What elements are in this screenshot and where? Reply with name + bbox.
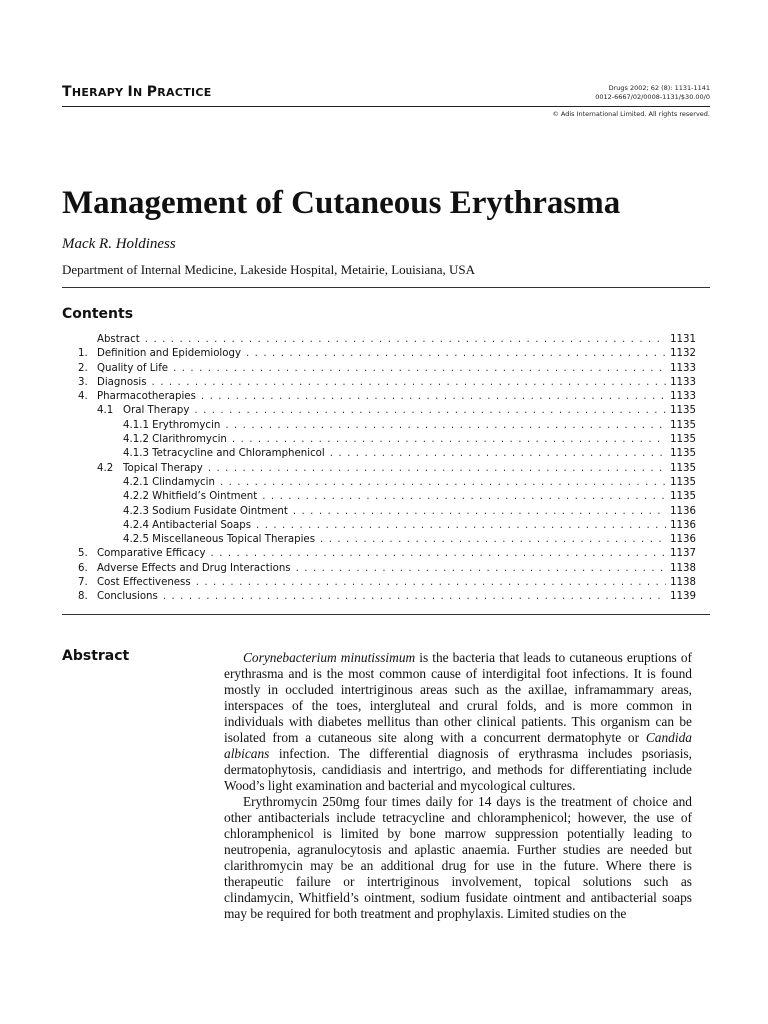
- toc-dot-leader: [256, 519, 666, 533]
- toc-dot-leader: [163, 590, 666, 604]
- toc-dot-leader: [211, 547, 666, 561]
- abstract-text-segment: is the bacteria that leads to cutaneous eruptions of erythrasma and is the most common cause of interdigital foot infections. It is found mostly in occluded intertriginous areas such as the axillae, inframammary areas, interspaces of the toes, intergluteal and crural folds, and is more common in individuals with diabetes mellitus than other clinical patients. This organism can be isolated from a cutaneous site along with a concurrent dermatophyte or: [224, 650, 692, 745]
- toc-entry-page: 1135: [670, 405, 696, 417]
- toc-entry-label: Diagnosis: [97, 376, 147, 388]
- organism-name-italic: Candida albicans: [224, 730, 692, 761]
- contents-heading: Contents: [62, 306, 134, 322]
- toc-entry-page: 1139: [670, 591, 696, 603]
- toc-entry-label: 4.2.5 Miscellaneous Topical Therapies: [123, 534, 316, 546]
- toc-entry-label: 4.2.2 Whitfield’s Ointment: [123, 491, 258, 503]
- toc-entry-number: 4.2: [97, 462, 114, 474]
- toc-entry-page: 1136: [670, 505, 696, 517]
- author-name: Mack R. Holdiness: [62, 236, 176, 252]
- toc-dot-leader: [194, 404, 666, 418]
- toc-entry-label: Definition and Epidemiology: [97, 348, 241, 360]
- section-label-initial-3: P: [146, 84, 158, 100]
- toc-entry-label: 4.2.4 Antibacterial Soaps: [123, 519, 252, 531]
- toc-entry-page: 1135: [670, 448, 696, 460]
- toc-dot-leader: [152, 376, 666, 390]
- toc-entry-number: 6.: [78, 562, 88, 574]
- toc-entry[interactable]: [78, 519, 696, 533]
- toc-entry[interactable]: [78, 347, 696, 361]
- section-label-rest-1: HERAPY: [71, 86, 128, 99]
- toc-dot-leader: [262, 490, 666, 504]
- article-title: Management of Cutaneous Erythrasma: [62, 185, 621, 221]
- toc-entry[interactable]: [78, 576, 696, 590]
- abstract-paragraph-2: Erythromycin 250mg four times daily for 14 days is the treatment of choice and other antibacterials include tetracycline and chloramphenicol; however, the use of chloramphenicol is limited by bone marrow suppression potentially leading to neutropenia, agranulocytosis and aplastic anaemia. Further studies are needed but clarithromycin may be an additional drug for use in the future. Where there is therapeutic failure or intertriginous involvement, topical solutions such as clindamycin, Whitfield’s ointment, sodium fusidate ointment and antibacterial soaps may be required for both treatment and prophylaxis. Limited studies on the: [224, 794, 692, 921]
- section-label-initial-1: T: [62, 84, 72, 100]
- toc-entry-label: 4.1.2 Clarithromycin: [123, 434, 227, 446]
- header-rule: [62, 106, 710, 107]
- abstract-paragraph-1: [224, 650, 692, 794]
- toc-entry[interactable]: [78, 533, 696, 547]
- citation-line-1: Drugs 2002; 62 (8): 1131-1141: [608, 84, 710, 92]
- toc-entry[interactable]: [78, 433, 696, 447]
- toc-entry-page: 1131: [670, 334, 696, 345]
- toc-entry-number: 8.: [78, 591, 88, 603]
- toc-entry-page: 1136: [670, 534, 696, 546]
- toc-entry[interactable]: [78, 547, 696, 561]
- toc-entry-number: 2.: [78, 362, 88, 374]
- toc-entry[interactable]: [78, 505, 696, 519]
- title-divider: [62, 287, 710, 288]
- toc-dot-leader: [320, 533, 666, 547]
- toc-entry[interactable]: [78, 362, 696, 376]
- toc-entry-label: Cost Effectiveness: [97, 577, 191, 589]
- toc-entry-label: Conclusions: [97, 591, 158, 603]
- toc-entry-page: 1133: [670, 391, 696, 403]
- toc-entry-label: 4.1.3 Tetracycline and Chloramphenicol: [123, 448, 325, 460]
- toc-entry-page: 1135: [670, 491, 696, 503]
- toc-entry-label: 4.2.1 Clindamycin: [123, 476, 215, 488]
- section-label-initial-2: I: [127, 84, 134, 100]
- table-of-contents: [78, 333, 696, 605]
- toc-entry-label: Comparative Efficacy: [97, 548, 206, 560]
- toc-entry-label: Pharmacotherapies: [97, 391, 196, 403]
- toc-entry-page: 1135: [670, 462, 696, 474]
- journal-section-label: [62, 84, 212, 100]
- abstract-text-segment: infection. The differential diagnosis of erythrasma includes psoriasis, dermatophytosis, candidiasis and intertrigo, and methods for differentiating include Wood’s light examination and bacterial and mycological cultures.: [224, 746, 692, 793]
- toc-entry-label: Quality of Life: [97, 362, 169, 374]
- author-affiliation: Department of Internal Medicine, Lakeside Hospital, Metairie, Louisiana, USA: [62, 262, 475, 277]
- citation-block: [595, 84, 710, 101]
- toc-entry-number: 7.: [78, 577, 88, 589]
- toc-entry-number: 4.: [78, 391, 88, 403]
- toc-entry-page: 1133: [670, 362, 696, 374]
- toc-entry[interactable]: [78, 404, 696, 418]
- toc-entry-number: 4.1: [97, 405, 114, 417]
- abstract-heading: Abstract: [62, 648, 130, 664]
- toc-entry[interactable]: [78, 376, 696, 390]
- toc-entry-label: 4.1.1 Erythromycin: [123, 419, 221, 431]
- contents-divider: [62, 614, 710, 615]
- toc-dot-leader: [201, 390, 666, 404]
- toc-entry[interactable]: [78, 462, 696, 476]
- toc-dot-leader: [196, 576, 666, 590]
- toc-dot-leader: [225, 419, 666, 433]
- toc-entry[interactable]: [78, 590, 696, 604]
- toc-entry-number: 3.: [78, 376, 88, 388]
- toc-entry[interactable]: [78, 390, 696, 404]
- toc-dot-leader: [330, 447, 666, 461]
- toc-entry[interactable]: [78, 490, 696, 504]
- toc-entry-number: 5.: [78, 548, 88, 560]
- section-label-rest-3: RACTICE: [157, 86, 212, 99]
- toc-entry[interactable]: [78, 476, 696, 490]
- toc-dot-leader: [232, 433, 666, 447]
- toc-entry[interactable]: [78, 333, 696, 347]
- toc-entry-page: 1132: [670, 348, 696, 360]
- toc-entry[interactable]: [78, 419, 696, 433]
- toc-entry-page: 1136: [670, 519, 696, 531]
- toc-entry-label: 4.2.3 Sodium Fusidate Ointment: [123, 505, 288, 517]
- toc-entry-label: Adverse Effects and Drug Interactions: [97, 562, 291, 574]
- copyright-notice: © Adis International Limited. All rights reserved.: [552, 110, 710, 118]
- toc-entry-page: 1138: [670, 562, 696, 574]
- toc-dot-leader: [246, 347, 666, 361]
- toc-entry-page: 1133: [670, 376, 696, 388]
- section-label-rest-2: N: [133, 86, 147, 99]
- organism-name-italic: Corynebacterium minutissimum: [243, 650, 416, 665]
- toc-entry-label: Abstract: [97, 334, 140, 345]
- toc-entry[interactable]: [78, 562, 696, 576]
- toc-entry-page: 1138: [670, 577, 696, 589]
- toc-dot-leader: [145, 333, 666, 347]
- toc-entry-number: 1.: [78, 348, 88, 360]
- toc-entry[interactable]: [78, 447, 696, 461]
- toc-dot-leader: [220, 476, 666, 490]
- toc-entry-label: Topical Therapy: [123, 462, 203, 474]
- toc-entry-page: 1137: [670, 548, 696, 560]
- toc-dot-leader: [208, 462, 666, 476]
- toc-entry-page: 1135: [670, 419, 696, 431]
- toc-entry-label: Oral Therapy: [123, 405, 190, 417]
- toc-entry-page: 1135: [670, 476, 696, 488]
- toc-entry-page: 1135: [670, 434, 696, 446]
- citation-line-2: 0012-6667/02/0008-1131/$30.00/0: [595, 92, 710, 101]
- abstract-body: [224, 650, 692, 922]
- toc-dot-leader: [296, 562, 666, 576]
- toc-dot-leader: [293, 505, 666, 519]
- toc-dot-leader: [173, 362, 666, 376]
